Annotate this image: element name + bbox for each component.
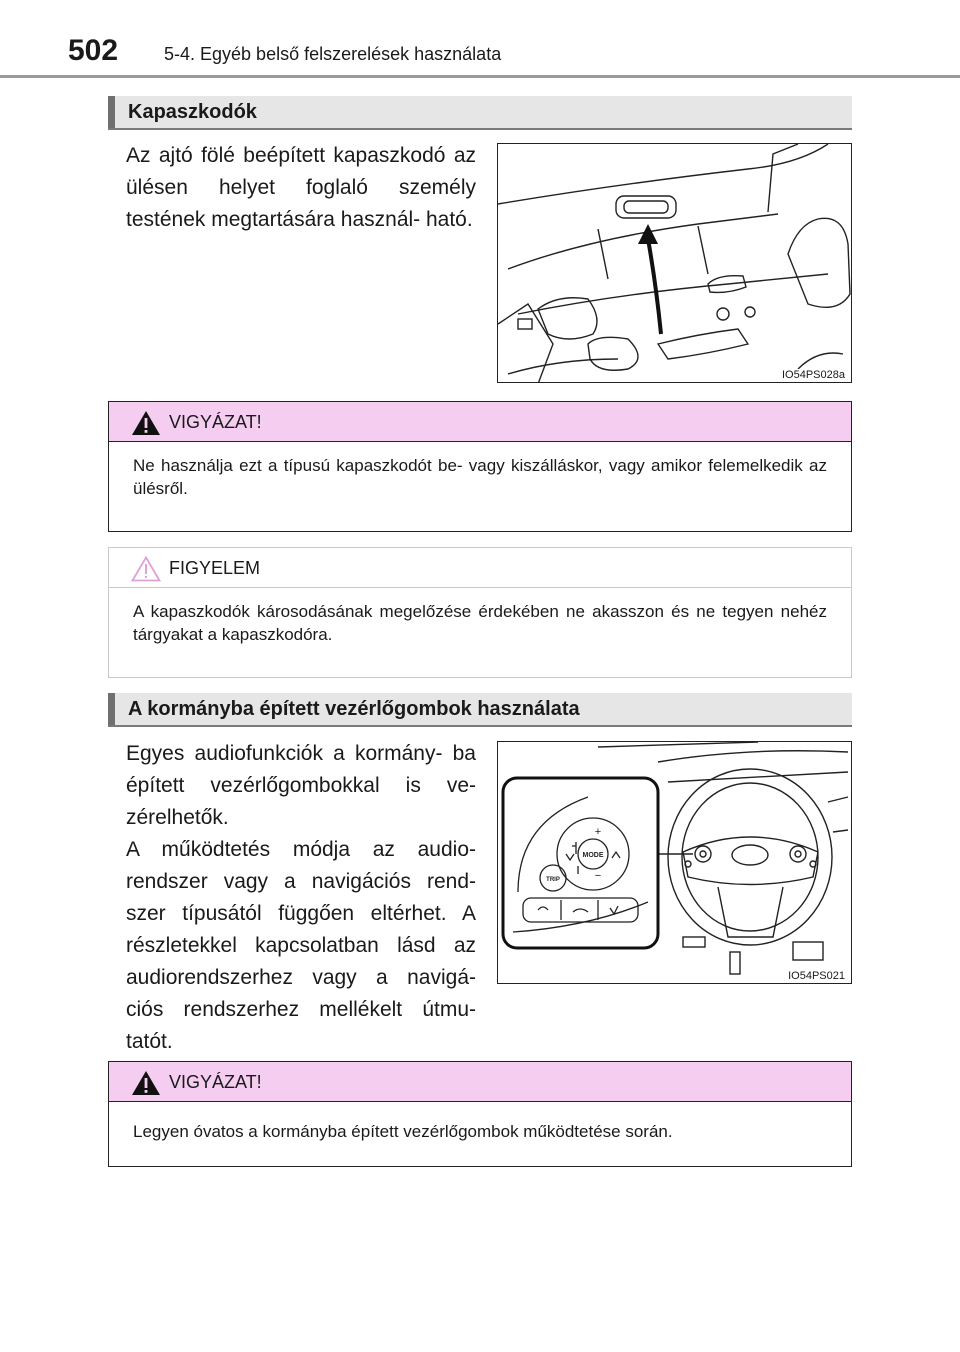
warning-header bbox=[109, 402, 851, 442]
section-title: A kormányba épített vezérlőgombok használata bbox=[128, 698, 580, 720]
trip-button-label: TRIP bbox=[546, 877, 560, 883]
steering-controls-intro: Egyes audiofunkciók a kormány- ba épített vezérlőgombokkal is ve- zérelhetők. bbox=[126, 742, 476, 829]
warning-triangle-icon bbox=[131, 1070, 161, 1096]
warning-label: VIGYÁZAT! bbox=[169, 1072, 262, 1092]
grab-handle-illustration bbox=[497, 143, 852, 383]
car-interior-door-drawing bbox=[498, 144, 852, 383]
chapter-title: 5-4. Egyéb belső felszerelések használata bbox=[164, 44, 502, 64]
warning-header bbox=[109, 1062, 851, 1102]
warning-triangle-icon bbox=[131, 410, 161, 436]
notice-label: FIGYELEM bbox=[169, 558, 261, 578]
notice-header bbox=[109, 548, 851, 588]
warning-label: VIGYÁZAT! bbox=[169, 412, 262, 432]
section-heading-grab-handles bbox=[108, 96, 852, 130]
volume-up-icon: + bbox=[594, 826, 602, 838]
figure-code: IO54PS021 bbox=[788, 970, 845, 982]
figure-code: IO54PS028a bbox=[782, 369, 845, 381]
warning-box-steering-controls bbox=[108, 1061, 852, 1167]
warning-box-grab-handle bbox=[108, 401, 852, 532]
notice-text: A kapaszkodók károsodásának megelőzése érdekében ne akasszon és ne tegyen nehéz tárgyakat a kapaszkodóra. bbox=[133, 602, 827, 644]
caution-triangle-icon bbox=[131, 556, 161, 582]
steering-controls-illustration bbox=[497, 741, 852, 984]
warning-text: Legyen óvatos a kormányba épített vezérlőgombok működtetése során. bbox=[133, 1122, 673, 1141]
warning-text: Ne használja ezt a típusú kapaszkodót be- vagy kiszálláskor, vagy amikor felemelkedik az ülésről. bbox=[133, 456, 827, 498]
page-number: 502 bbox=[68, 34, 119, 67]
steering-wheel-drawing bbox=[498, 742, 852, 984]
notice-box-grab-handle bbox=[108, 547, 852, 678]
grab-handle-description: Az ajtó fölé beépített kapaszkodó az ülésen helyet foglaló személy testének megtartására használ- ható. bbox=[126, 144, 476, 231]
section-heading-steering-controls bbox=[108, 693, 852, 727]
volume-down-icon: − bbox=[594, 870, 602, 882]
steering-controls-note: A működtetés módja az audio- rendszer vagy a navigációs rend- szer típusától függően eltérhet. A részletekkel kapcsolatban lásd az audiorendszerhez vagy a navigá- ciós rendszerhez mellékelt útmu- tatót. bbox=[126, 838, 476, 1053]
header-divider bbox=[0, 75, 960, 78]
mode-button-label: MODE bbox=[582, 852, 604, 859]
section-title: Kapaszkodók bbox=[128, 101, 257, 123]
